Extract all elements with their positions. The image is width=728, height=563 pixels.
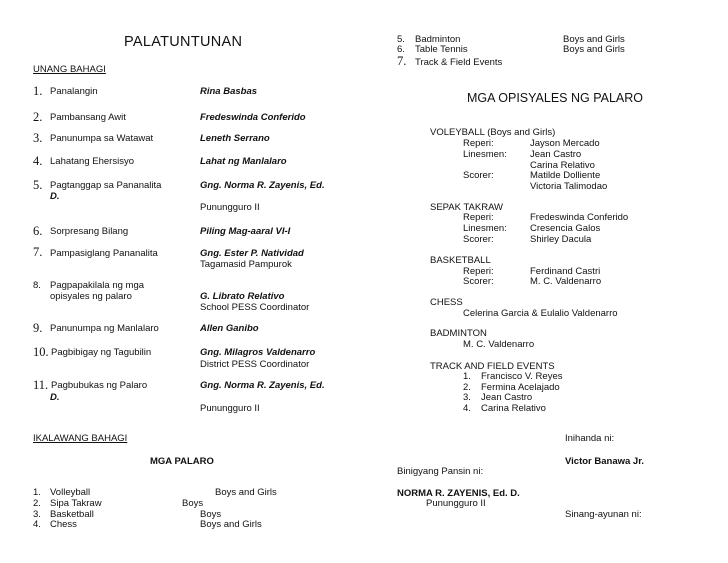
game-name: Chess: [50, 519, 77, 530]
games-heading: MGA PALARO: [150, 456, 214, 467]
program-role: Tagamasid Pampurok: [200, 259, 292, 270]
track-official: Francisco V. Reyes: [481, 371, 563, 382]
program-role: Punungguro II: [200, 403, 260, 414]
prepared-by-name: Victor Banawa Jr.: [565, 456, 645, 467]
program-number: 4.: [33, 154, 43, 168]
program-person: Allen Ganibo: [200, 323, 259, 334]
noted-by-label: Binigyang Pansin ni:: [397, 466, 484, 477]
official-name: Cresencia Galos: [530, 223, 601, 234]
official-role: Linesmen:: [463, 149, 507, 160]
track-official: Jean Castro: [481, 392, 533, 403]
program-number: 7.: [33, 245, 43, 259]
program-number: 6.: [33, 224, 43, 238]
game-name: Badminton: [415, 34, 461, 45]
track-number: 4.: [463, 403, 471, 414]
track-number: 1.: [463, 371, 471, 382]
volleyball-heading: VOLEYBALL (Boys and Girls): [430, 127, 556, 138]
program-item: Pampasiglang Pananalita: [50, 248, 158, 259]
program-item: Pagbubukas ng Palaro: [51, 380, 148, 391]
program-person: Gng. Ester P. Natividad: [200, 248, 304, 259]
official-role: Linesmen:: [463, 223, 507, 234]
program-person: Leneth Serrano: [200, 133, 270, 144]
official-name: Fredeswinda Conferido: [530, 212, 629, 223]
program-role: School PESS Coordinator: [200, 302, 310, 313]
program-item: Panunumpa sa Watawat: [50, 133, 154, 144]
official-name: Victoria Talimodao: [530, 181, 608, 192]
game-category: Boys and Girls: [563, 44, 625, 55]
program-number: 11.: [33, 378, 49, 392]
game-number: 6.: [397, 44, 405, 55]
program-item: Pagbibigay ng Tagubilin: [51, 347, 152, 358]
program-number: 2.: [33, 110, 43, 124]
noted-by-name: NORMA R. ZAYENIS, Ed. D.: [397, 488, 520, 499]
game-number: 2.: [33, 498, 41, 509]
program-item: Panunumpa ng Manlalaro: [50, 323, 159, 334]
officials-title: MGA OPISYALES NG PALARO: [467, 91, 643, 105]
program-item: Pagtanggap sa Pananalita: [50, 180, 162, 191]
official-name: Shirley Dacula: [530, 234, 592, 245]
official-name: Celerina Garcia & Eulalio Valdenarro: [463, 308, 618, 319]
game-category: Boys: [200, 509, 222, 520]
game-number: 5.: [397, 34, 405, 45]
program-item-cont: opisyales ng palaro: [50, 291, 132, 302]
program-person-cont: D.: [50, 392, 60, 403]
official-name: Jean Castro: [530, 149, 582, 160]
game-name: Volleyball: [50, 487, 91, 498]
program-person: Lahat ng Manlalaro: [200, 156, 287, 167]
approved-by-label: Sinang-ayunan ni:: [565, 509, 642, 520]
part2-heading: IKALAWANG BAHAGI: [33, 433, 128, 444]
game-name: Basketball: [50, 509, 94, 520]
game-number: 1.: [33, 487, 41, 498]
track-heading: TRACK AND FIELD EVENTS: [430, 361, 555, 372]
game-name: Track & Field Events: [415, 57, 503, 68]
official-name: Jayson Mercado: [530, 138, 600, 149]
track-number: 3.: [463, 392, 471, 403]
game-category: Boys and Girls: [200, 519, 262, 530]
official-role: Reperi:: [463, 266, 494, 277]
game-number: 3.: [33, 509, 41, 520]
program-person: Fredeswinda Conferido: [200, 112, 306, 123]
program-person: Rina Basbas: [200, 86, 258, 97]
program-number: 9.: [33, 321, 43, 335]
badminton-heading: BADMINTON: [430, 328, 487, 339]
prepared-by-label: Inihanda ni:: [565, 433, 615, 444]
program-role: District PESS Coordinator: [200, 359, 310, 370]
track-official: Fermina Acelajado: [481, 382, 560, 393]
program-item: Lahatang Ehersisyo: [50, 156, 134, 167]
program-person: G. Librato Relativo: [200, 291, 285, 302]
part1-heading: UNANG BAHAGI: [33, 64, 106, 75]
game-category: Boys and Girls: [563, 34, 625, 45]
official-role: Reperi:: [463, 212, 494, 223]
official-role: Scorer:: [463, 276, 494, 287]
official-role: Scorer:: [463, 170, 494, 181]
program-person-cont: D.: [50, 191, 60, 202]
program-number: 8.: [33, 280, 41, 291]
program-item: Pagpapakilala ng mga: [50, 280, 145, 291]
program-person: Gng. Norma R. Zayenis, Ed.: [200, 380, 325, 391]
official-name: M. C. Valdenarro: [530, 276, 602, 287]
program-number: 1.: [33, 84, 43, 98]
official-name: Ferdinand Castri: [530, 266, 601, 277]
program-item: Sorpresang Bilang: [50, 226, 129, 237]
program-person: Piling Mag-aaral VI-I: [200, 226, 291, 237]
program-title: PALATUNTUNAN: [124, 34, 243, 50]
program-item: Pambansang Awit: [50, 112, 126, 123]
official-name: Matilde Dolliente: [530, 170, 601, 181]
game-name: Sipa Takraw: [50, 498, 102, 509]
official-role: Scorer:: [463, 234, 494, 245]
program-number: 5.: [33, 178, 43, 192]
chess-heading: CHESS: [430, 297, 463, 308]
program-number: 10.: [33, 345, 49, 359]
game-category: Boys and Girls: [215, 487, 277, 498]
official-role: Reperi:: [463, 138, 494, 149]
program-item: Panalangin: [50, 86, 98, 97]
game-category: Boys: [182, 498, 204, 509]
sepak-heading: SEPAK TAKRAW: [430, 202, 504, 213]
track-number: 2.: [463, 382, 471, 393]
official-name: Carina Relativo: [530, 160, 595, 171]
track-official: Carina Relativo: [481, 403, 546, 414]
game-number: 7.: [397, 54, 407, 68]
program-person: Gng. Milagros Valdenarro: [200, 347, 316, 358]
game-number: 4.: [33, 519, 41, 530]
program-role: Punungguro II: [200, 202, 260, 213]
official-name: M. C. Valdenarro: [463, 339, 535, 350]
program-number: 3.: [33, 131, 43, 145]
noted-by-role: Punungguro II: [426, 498, 486, 509]
basketball-heading: BASKETBALL: [430, 255, 491, 266]
program-person: Gng. Norma R. Zayenis, Ed.: [200, 180, 325, 191]
game-name: Table Tennis: [415, 44, 468, 55]
